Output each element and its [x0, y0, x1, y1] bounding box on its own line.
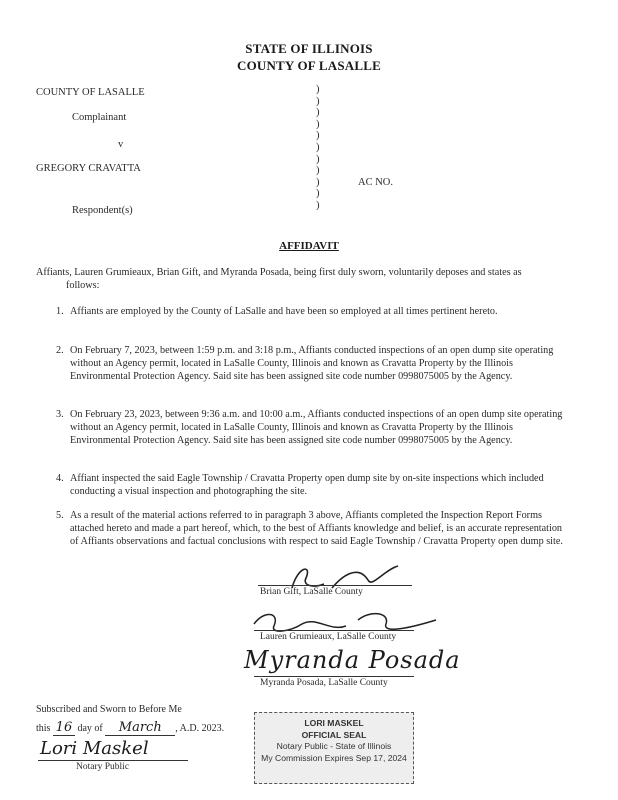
notary-public-label: Notary Public	[76, 762, 130, 772]
notary-signature: Lori Maskel	[40, 738, 149, 759]
seal-title: OFFICIAL SEAL	[301, 729, 367, 740]
item-number: 5.	[56, 510, 64, 521]
signature-label: Lauren Grumieaux, LaSalle County	[260, 632, 397, 642]
notary-year-text: , A.D. 2023.	[175, 723, 225, 734]
notary-seal-stamp	[254, 712, 414, 784]
case-number-label: AC NO.	[358, 177, 394, 188]
item-number: 2.	[56, 345, 64, 356]
seal-state-line: Notary Public - State of Illinois	[276, 741, 392, 751]
intro-line-1: Affiants, Lauren Grumieaux, Brian Gift, and Myranda Posada, being first duly sworn, voluntarily deposes and states as	[36, 267, 522, 278]
complainant-name: COUNTY OF LASALLE	[36, 87, 145, 98]
list-item	[56, 409, 566, 447]
day-of-word: day of	[77, 723, 103, 734]
item-text: Affiant inspected the said Eagle Township / Cravatta Property open dump site by on-site inspections which included conducting a visual inspection and photographing the site.	[70, 473, 544, 497]
item-text: As a result of the material actions referred to in paragraph 3 above, Affiants completed the Inspection Report Forms attached hereto and made a part hereof, which, to the best of Affiants knowledge and belief, is an accurate representation of Affiants observations and factual conclusions with respect to said Eagle Township / Cravatta Property open dump site.	[70, 510, 563, 547]
complainant-role: Complainant	[72, 112, 127, 123]
signature-label: Myranda Posada, LaSalle County	[260, 678, 388, 688]
item-number: 4.	[56, 473, 64, 484]
item-number: 1.	[56, 306, 64, 317]
notary-signature-line	[38, 760, 188, 761]
signature-text: Myranda Posada	[244, 646, 461, 674]
item-text: Affiants are employed by the County of LaSalle and have been so employed at all times pertinent hereto.	[70, 306, 498, 317]
notary-date-line	[36, 720, 224, 736]
item-text: On February 7, 2023, between 1:59 p.m. and 3:18 p.m., Affiants conducted inspections of an open dump site operating without an Agency permit, located in LaSalle County, Illinois and known as Cravatta Property by the Illinois Environmental Protection Agency. Said site has been assigned site code number 0998075005 by the Agency.	[70, 345, 554, 382]
signature-text	[300, 566, 305, 567]
seal-commission-line: My Commission Expires Sep 17, 2024	[261, 752, 407, 763]
subscribed-sworn-line: Subscribed and Sworn to Before Me	[36, 704, 182, 715]
list-item	[56, 473, 566, 499]
signature-label: Brian Gift, LaSalle County	[260, 587, 363, 597]
item-text: On February 23, 2023, between 9:36 a.m. and 10:00 a.m., Affiants conducted inspections of an open dump site operating without an Agency permit, located in LaSalle County, Illinois and known as Cravatta Property by the Illinois Environmental Protection Agency. Said site has been assigned site code number 0998075005 by the Agency.	[70, 409, 563, 446]
signature-line	[254, 630, 414, 631]
document-state-heading: STATE OF ILLINOIS	[245, 41, 373, 56]
notary-day-value: 16	[53, 720, 75, 736]
intro-paragraph	[36, 266, 582, 292]
caption-parentheses: ) ) ) ) ) ) ) ) ) ) )	[316, 84, 320, 211]
signature-text	[300, 612, 310, 613]
versus-label: v	[118, 139, 124, 150]
signature-line	[258, 585, 412, 586]
signature-line	[254, 676, 414, 677]
seal-name: LORI MASKEL	[304, 718, 364, 728]
list-item	[56, 345, 566, 383]
intro-line-2: follows:	[66, 280, 100, 291]
this-word: this	[36, 723, 51, 734]
list-item	[56, 510, 566, 548]
affidavit-title: AFFIDAVIT	[279, 240, 339, 252]
item-number: 3.	[56, 409, 64, 420]
document-county-heading: COUNTY OF LASALLE	[236, 58, 381, 73]
notary-month-value: March	[105, 720, 175, 736]
respondent-role: Respondent(s)	[72, 205, 133, 216]
respondent-name: GREGORY CRAVATTA	[36, 163, 141, 174]
list-item	[56, 306, 566, 319]
